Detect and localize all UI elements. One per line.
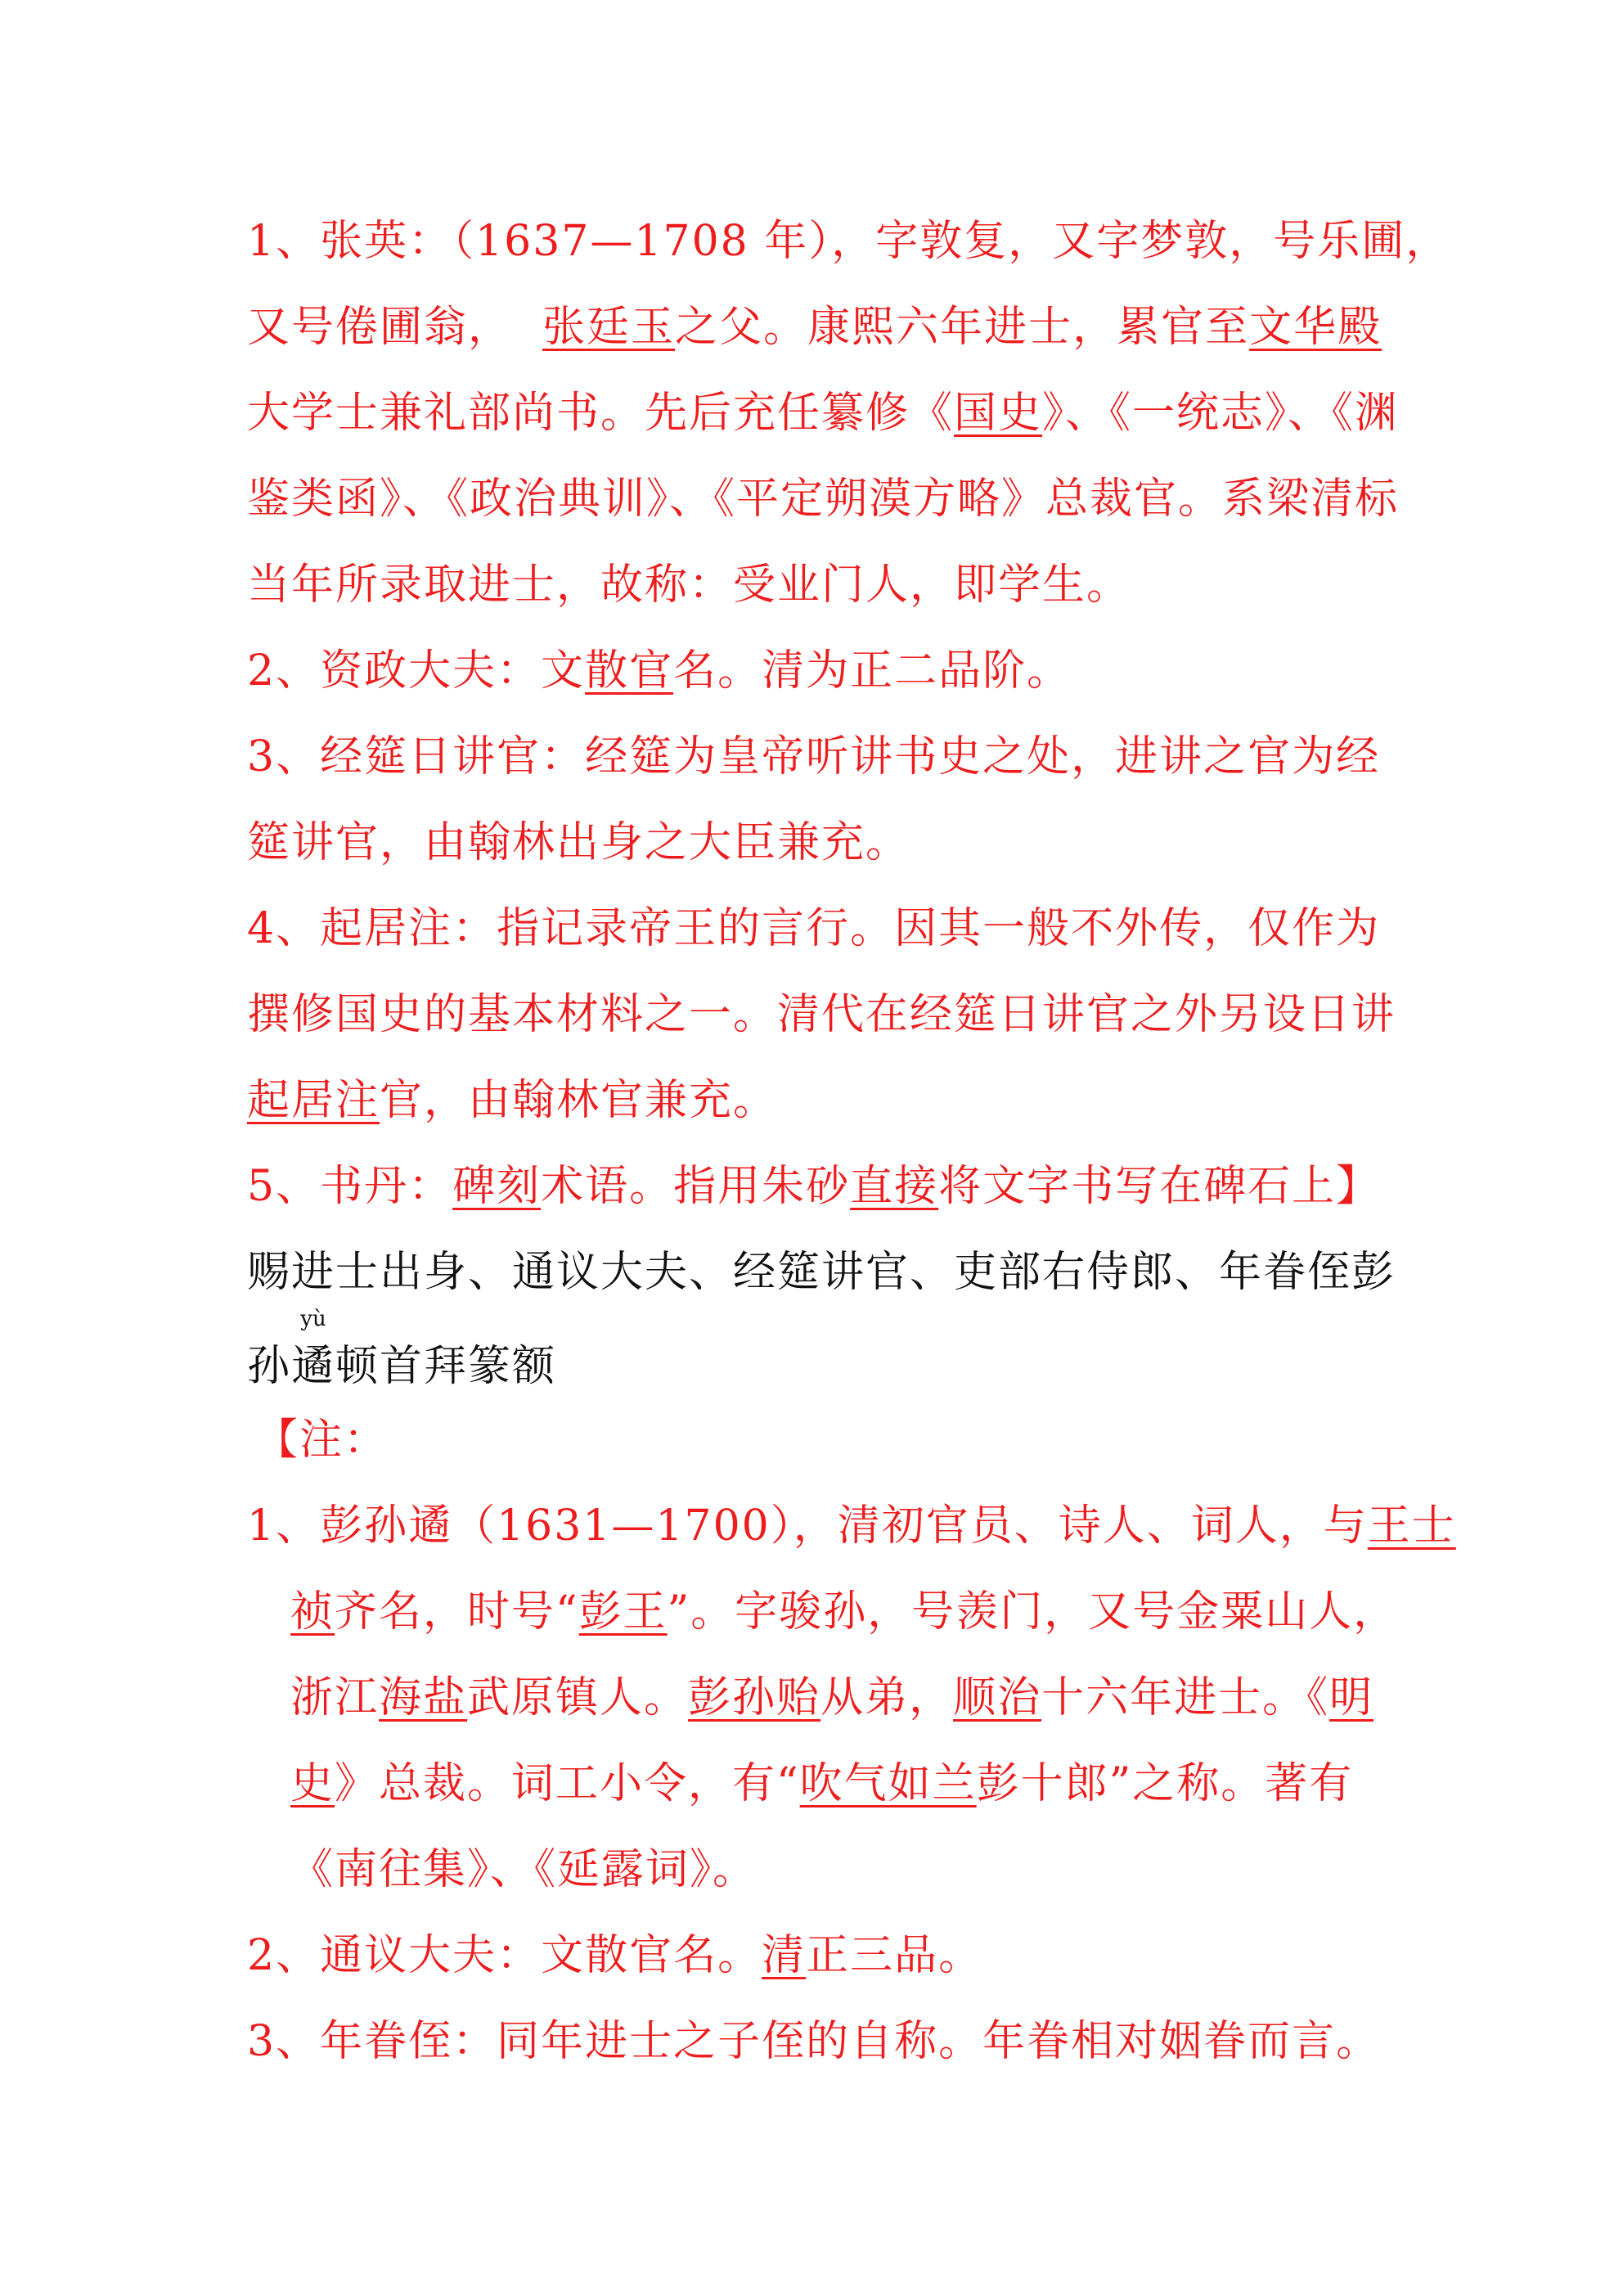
note-text: 当年所录取进士，故称：受业门人，即学生。 bbox=[247, 560, 1131, 610]
hyperlink-zhen[interactable]: 祯 bbox=[290, 1587, 335, 1636]
note-line bbox=[247, 814, 1392, 871]
hyperlink-peng-sunyi[interactable]: 彭孙贻 bbox=[688, 1673, 821, 1722]
note-line bbox=[247, 2013, 1392, 2070]
note-line bbox=[247, 470, 1400, 528]
inscription-line bbox=[247, 1307, 1392, 1395]
note-line bbox=[247, 900, 1392, 957]
note-text: 武原镇人。 bbox=[467, 1673, 689, 1722]
note-text: 从弟， bbox=[820, 1673, 954, 1722]
hyperlink-zhijie[interactable]: 直接 bbox=[850, 1162, 939, 1211]
note-line bbox=[247, 986, 1396, 1043]
hyperlink-sanguan[interactable]: 散官 bbox=[585, 646, 674, 696]
note-line bbox=[247, 1927, 1392, 1984]
note-text: 4、起居注：指记录帝王的言行。因其一般不外传，仅作为 bbox=[247, 904, 1381, 953]
note-text: 2、通议大夫：文散官名。 bbox=[247, 1931, 762, 1980]
note-line bbox=[290, 1841, 1436, 1898]
note-text: 1、彭孙遹（1631—1700），清初官员、诗人、词人，与 bbox=[247, 1501, 1368, 1551]
inscription-text: 顿首拜篆额 bbox=[335, 1342, 557, 1391]
hyperlink-shunzhi[interactable]: 顺治 bbox=[953, 1673, 1042, 1722]
note-text: 大学士兼礼部尚书。先后充任纂修《 bbox=[247, 389, 955, 438]
note-text: 2、资政大夫：文 bbox=[247, 646, 586, 696]
ruby-character bbox=[291, 1307, 336, 1395]
note-line bbox=[247, 1497, 1456, 1555]
inscription-line bbox=[247, 1244, 1396, 1301]
pinyin-annotation: yù bbox=[300, 1307, 326, 1331]
note-line bbox=[247, 213, 1450, 270]
hyperlink-wenhuadian[interactable]: 文华殿 bbox=[1249, 303, 1382, 352]
note-line bbox=[290, 1583, 1436, 1641]
note-line bbox=[247, 642, 1392, 700]
hyperlink-wang-shi[interactable]: 王士 bbox=[1367, 1501, 1456, 1551]
note-text: 3、经筵日讲官：经筵为皇帝听讲书史之处，进讲之官为经 bbox=[247, 732, 1381, 781]
note-line bbox=[247, 556, 1392, 614]
hyperlink-chuiqi-rulan[interactable]: 吹气如兰 bbox=[799, 1759, 977, 1808]
note-text: 彭十郎”之称。著有 bbox=[976, 1759, 1354, 1808]
note-line bbox=[247, 299, 1392, 356]
note-line bbox=[290, 1669, 1436, 1727]
note-line bbox=[247, 1072, 1392, 1129]
note-text: 5、书丹： bbox=[247, 1162, 453, 1211]
note-heading-text: 【注： bbox=[255, 1416, 389, 1465]
inscription-text: 赐进士出身、通议大夫、经筵讲官、吏部右侍郎、年眷侄彭 bbox=[247, 1248, 1396, 1297]
inscription-text: 孙 bbox=[247, 1342, 292, 1391]
note-text: 齐名，时号“ bbox=[335, 1587, 579, 1636]
note-text: 名。清为正二品阶。 bbox=[673, 646, 1072, 696]
hyperlink-guoshi[interactable]: 国史 bbox=[954, 389, 1043, 438]
note-text: 1、张英：（1637—1708 年），字敦复，又字梦敦，号乐圃， bbox=[247, 217, 1450, 266]
note-text: 鉴类函》、《政治典训》、《平定朔漠方略》总裁官。系梁清标 bbox=[247, 475, 1400, 524]
note-text: 《南往集》、《延露词》。 bbox=[290, 1845, 758, 1894]
hyperlink-qijuzhu[interactable]: 起居注 bbox=[247, 1076, 380, 1125]
hyperlink-peng-wang[interactable]: 彭王 bbox=[578, 1587, 668, 1636]
note-line bbox=[247, 385, 1400, 442]
note-text: ”。字骏孙，号羡门，又号金粟山人， bbox=[667, 1587, 1398, 1636]
note-text: 》总裁。词工小令，有“ bbox=[335, 1759, 800, 1808]
note-heading bbox=[255, 1411, 1400, 1469]
annotated-character: 遹 bbox=[291, 1342, 336, 1391]
note-text: 正三品。 bbox=[806, 1931, 983, 1980]
note-line bbox=[247, 728, 1392, 786]
note-text: 将文字书写在碑石上】 bbox=[938, 1162, 1381, 1211]
note-text: 撰修国史的基本材料之一。清代在经筵日讲官之外另设日讲 bbox=[247, 990, 1396, 1039]
note-text: 官，由翰林官兼充。 bbox=[380, 1076, 778, 1125]
note-line bbox=[290, 1755, 1436, 1812]
note-text: 之父。康熙六年进士，累官至 bbox=[675, 303, 1250, 352]
note-line bbox=[247, 1158, 1392, 1215]
note-text: 术语。指用朱砂 bbox=[541, 1162, 851, 1211]
hyperlink-ming[interactable]: 明 bbox=[1329, 1673, 1374, 1722]
note-text: 3、年眷侄：同年进士之子侄的自称。年眷相对姻眷而言。 bbox=[247, 2017, 1381, 2066]
note-text: 又号倦圃翁， bbox=[247, 303, 543, 352]
hyperlink-qing[interactable]: 清 bbox=[762, 1931, 807, 1980]
hyperlink-haiyan[interactable]: 海盐 bbox=[379, 1673, 468, 1722]
hyperlink-shi[interactable]: 史 bbox=[290, 1759, 335, 1808]
hyperlink-beike[interactable]: 碑刻 bbox=[452, 1162, 542, 1211]
note-text: 筵讲官，由翰林出身之大臣兼充。 bbox=[247, 818, 910, 867]
note-text: 十六年进士。《 bbox=[1041, 1673, 1330, 1722]
note-text: 》、《一统志》、《渊 bbox=[1042, 389, 1400, 438]
note-text: 浙江 bbox=[290, 1673, 380, 1722]
hyperlink-zhang-tingyu[interactable]: 张廷玉 bbox=[542, 303, 676, 352]
